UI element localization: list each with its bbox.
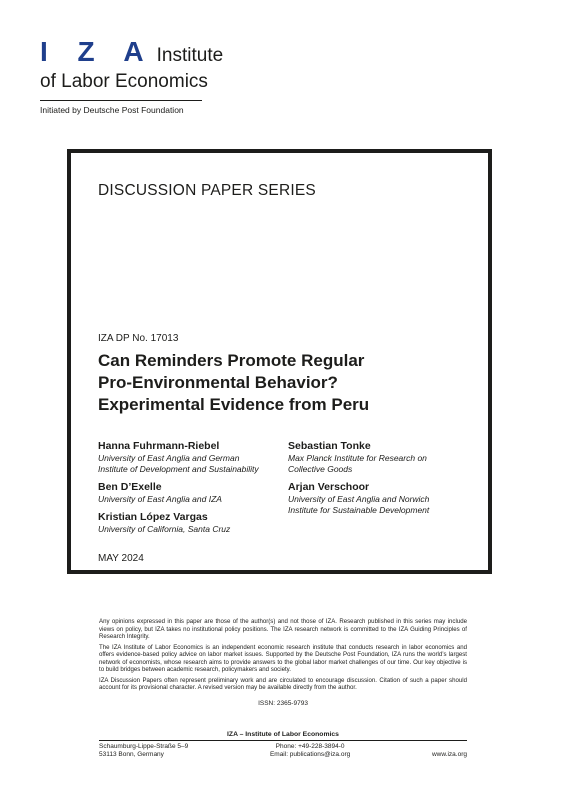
iza-logo bbox=[40, 38, 240, 115]
author-name: Ben D’Exelle bbox=[98, 481, 162, 493]
title-line: Pro-Environmental Behavior? bbox=[98, 373, 338, 392]
author-name: Hanna Fuhrmann-Riebel bbox=[98, 440, 220, 452]
footer-title: IZA – Institute of Labor Economics bbox=[227, 731, 339, 738]
footer-divider bbox=[99, 740, 467, 741]
disclaimer-paragraph: Any opinions expressed in this paper are those of the author(s) and not those of IZA. Research published in this series may include views on policy, but IZA takes no institutional policy positions. The IZA research network is committed to the IZA Guiding Principles of Research Integrity. bbox=[99, 618, 467, 640]
author-affiliation: Institute for Sustainable Development bbox=[288, 505, 430, 515]
author-affiliation: University of East Anglia and German bbox=[98, 453, 240, 463]
disclaimer-paragraph: IZA Discussion Papers often represent preliminary work and are circulated to encourage discussion. Citation of such a paper should account for its provisional character. A revised version may be available directly from the author. bbox=[99, 676, 467, 691]
series-title: DISCUSSION PAPER SERIES bbox=[98, 182, 316, 199]
cover-frame bbox=[67, 149, 492, 574]
author-name: Kristian López Vargas bbox=[98, 511, 208, 523]
footer-website[interactable]: www.iza.org bbox=[431, 751, 467, 758]
logo-labor-text: of Labor Economics bbox=[40, 71, 208, 92]
logo-institute-text: Institute bbox=[156, 45, 224, 66]
author-entry bbox=[98, 511, 288, 535]
publication-date: MAY 2024 bbox=[98, 553, 144, 564]
logo-divider bbox=[40, 100, 202, 101]
author-entry bbox=[288, 440, 468, 475]
author-name: Sebastian Tonke bbox=[288, 440, 371, 452]
address-line: Schaumburg-Lippe-Straße 5–9 bbox=[99, 743, 189, 750]
footer-email[interactable]: Email: publications@iza.org bbox=[269, 751, 351, 758]
authors-left-column bbox=[98, 440, 288, 541]
author-entry bbox=[98, 481, 288, 505]
footer-phone-email bbox=[270, 743, 350, 759]
author-affiliation: Collective Goods bbox=[288, 464, 353, 474]
title-line: Can Reminders Promote Regular bbox=[98, 351, 365, 370]
logo-initiated-text: Initiated by Deutsche Post Foundation bbox=[40, 105, 184, 115]
dp-number: IZA DP No. 17013 bbox=[98, 333, 179, 344]
issn: ISSN: 2365-9793 bbox=[258, 700, 308, 707]
footer-contact bbox=[99, 743, 467, 759]
author-affiliation: University of California, Santa Cruz bbox=[98, 524, 231, 534]
paper-title bbox=[98, 350, 468, 416]
author-name: Arjan Verschoor bbox=[288, 481, 370, 493]
author-entry bbox=[288, 481, 468, 516]
footer-address bbox=[99, 743, 188, 759]
logo-iza-letters: I Z A bbox=[40, 36, 155, 67]
footer-phone: Phone: +49-228-3894-0 bbox=[275, 743, 345, 750]
disclaimer-paragraph: The IZA Institute of Labor Economics is an independent economic research institute that conducts research in labor economics and offers evidence-based policy advice on labor market issues. Supported by the Deutsche Post Foundation, IZA runs the world’s largest network of economists, whose research aims to provide answers to the global labor market challenges of our time. Our key objective is to build bridges between academic research, policymakers and society. bbox=[99, 643, 467, 673]
address-line: 53113 Bonn, Germany bbox=[99, 751, 164, 758]
author-affiliation: Max Planck Institute for Research on bbox=[288, 453, 427, 463]
author-affiliation: Institute of Development and Sustainability bbox=[98, 464, 259, 474]
author-affiliation: University of East Anglia and IZA bbox=[98, 494, 222, 504]
title-line: Experimental Evidence from Peru bbox=[98, 395, 370, 414]
author-affiliation: University of East Anglia and Norwich bbox=[288, 494, 430, 504]
authors-right-column bbox=[288, 440, 468, 522]
author-entry bbox=[98, 440, 288, 475]
disclaimer-block bbox=[99, 618, 467, 695]
